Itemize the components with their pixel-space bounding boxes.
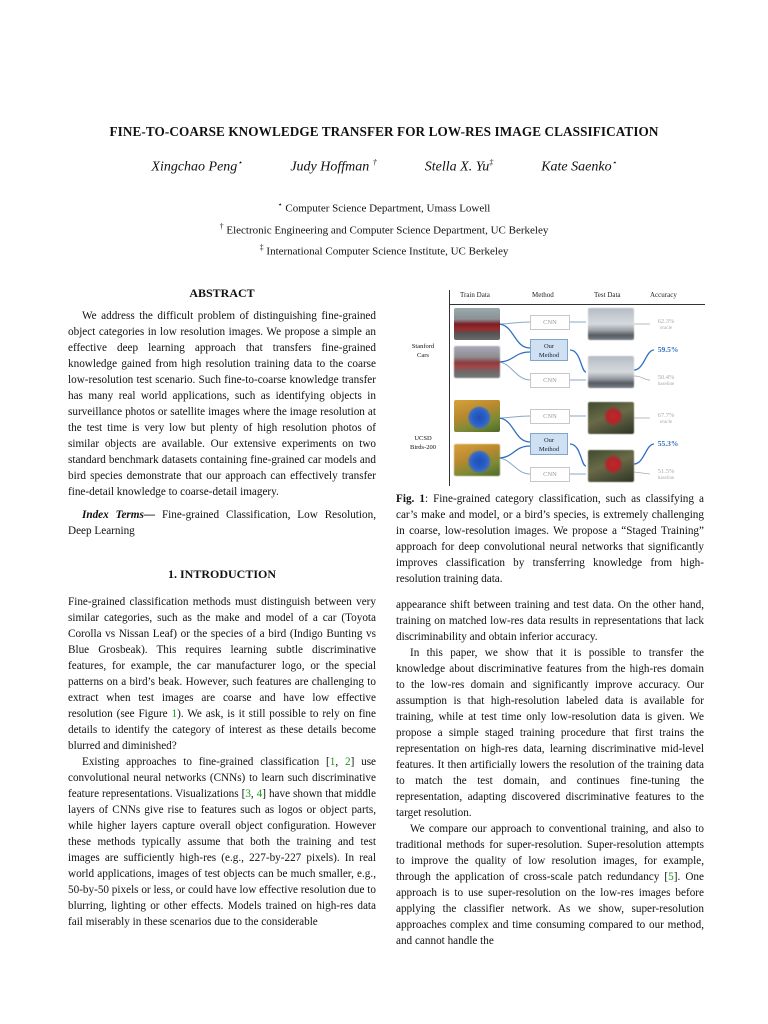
author-list xyxy=(60,158,708,176)
body-paragraph: In this paper, we show that it is possible to transfer the knowledge about discriminative features from the high-res domain to the low-res domain and significantly improve accuracy. Our assumption is that high-resolution labeled data is available for training, while at test time only low-resolution data is given. We propose a simple staged training procedure that first trains the representation on high-res data, learning discriminative mid-level features. It then artificially lowers the resolution of the training data to match the test domain, and continues fine-tuning the representation, adapting discovered discriminative features to the target resolution. xyxy=(396,647,704,819)
intro-paragraph: Existing approaches to fine-grained classification [1, 2] use convolutional neural networks (CNNs) to learn such discriminative feature representations. Visualizations [3, 4] have shown that middle layers of CNNs give rise to features such as logos or object parts, while higher layers capture overall object configuration. However these methods typically assume that both the training and test images are sufficiently high-res (e.g., 227-by-227 pixels). In real world applications, images of test objects can be much smaller, e.g., 50-by-50 pixels or less, or could have low effective resolution due to blurring, lighting or other effects. Models trained on high-res data fail miserably in these scenarios due to the considerable xyxy=(68,756,377,928)
affiliation: ⋆ Computer Science Department, Umass Lowell xyxy=(277,200,491,215)
intro-heading: 1. INTRODUCTION xyxy=(167,567,276,581)
author: Judy Hoffman † xyxy=(290,158,377,175)
author: Stella X. Yu‡ xyxy=(424,158,494,175)
test-image-car xyxy=(588,308,634,340)
affiliations xyxy=(60,196,708,261)
train-image-car-hires xyxy=(454,308,500,340)
affiliation: ‡ International Computer Science Institute, UC Berkeley xyxy=(259,243,509,258)
author: Xingchao Peng⋆ xyxy=(151,158,243,175)
cnn-box: CNN xyxy=(530,315,570,330)
abstract-heading: ABSTRACT xyxy=(189,286,255,300)
train-image-bird-lowres xyxy=(454,444,500,476)
figure-ref-link[interactable]: 1 xyxy=(171,708,178,720)
test-image-bird xyxy=(588,450,634,482)
paper-title: FINE-TO-COARSE KNOWLEDGE TRANSFER FOR LOW-RES IMAGE CLASSIFICATION xyxy=(109,124,659,139)
figure-divider-vertical xyxy=(449,290,450,486)
intro-paragraph: Fine-grained classification methods must distinguish between very similar categories, such as the make and model of a car (Toyota Corolla vs Nissan Leaf) or the species of a bird (Indigo Bunting vs Blue Grosbeak). This requires learning subtle discriminative features, for example, the car manufacturer logo, or the special patterns on a bird’s beak. However, such features are challenging to extract when test images are coarse and have low effective resolution (see Figure 1). We ask, is it still possible to rely on fine details to identify the category of interest as these details become blurred and diminished? xyxy=(68,596,376,752)
train-image-bird-hires xyxy=(454,400,500,432)
cnn-box: CNN xyxy=(530,409,570,424)
citation-link[interactable]: 3 xyxy=(245,788,251,800)
index-terms: Index Terms— Fine-grained Classification, Low Resolution, Deep Learning xyxy=(68,509,376,537)
header-method: Method xyxy=(532,291,554,299)
citation-link[interactable]: 1 xyxy=(329,756,336,768)
affiliation: † Electronic Engineering and Computer Science Department, UC Berkeley xyxy=(219,221,549,237)
row-label-birds: UCSD Birds-200 xyxy=(410,435,436,451)
figure-divider-horizontal xyxy=(449,304,705,305)
right-column-text xyxy=(396,597,704,949)
row-label-cars: Stanford Cars xyxy=(411,343,435,359)
figure-caption: Fig. 1: Fine-grained category classification, such as classifying a car’s make and model, or a bird’s species, is extremely challenging in coarse, low-resolution images. We propose a “Staged Training” approach for deep convolutional neural networks that significantly improves classification by transferring knowledge from high-resolution training data. xyxy=(396,493,704,585)
abstract-text: We address the difficult problem of distinguishing fine-grained object categories in low resolution images. We propose a simple an effective deep learning approach that transfers fine-grained knowledge gained from high resolution training data to the coarse low-resolution test scenario. Such fine-to-coarse knowledge transfer has many real world applications, such as identifying objects in surveillance photos or satellite images where the image resolution at the test time is very low but plenty of high resolution photos of similar objects are available. Our extensive experiments on two standard benchmark datasets containing fine-grained car models and bird species demonstrate that our approach can effectively transfer fine-detail knowledge to coarse-detail imagery. xyxy=(68,310,376,498)
introduction-section xyxy=(68,566,376,930)
our-method-box: Our Method xyxy=(530,433,568,455)
cnn-box: CNN xyxy=(530,467,570,482)
our-method-box: Our Method xyxy=(530,339,568,361)
accuracy-oracle: 62.3% oracle xyxy=(657,318,675,331)
citation-link[interactable]: 5 xyxy=(668,871,674,883)
abstract-section xyxy=(68,285,376,539)
accuracy-our-method: 59.5% xyxy=(657,345,679,354)
author: Kate Saenko⋆ xyxy=(541,158,617,175)
accuracy-oracle: 67.7% oracle xyxy=(657,412,675,425)
accuracy-baseline: 50.4% baseline xyxy=(657,374,675,387)
header-train-data: Train Data xyxy=(460,291,490,299)
body-paragraph: We compare our approach to conventional training, and also to traditional methods for super-resolution. Super-resolution attempts to improve the quality of low resolution images, for example, through the application of cross-scale patch redundancy [5]. One approach is to use super-resolution on the low-res images before applying the classifier network. As we show, super-resolution approaches complex and time consuming compared to our method, and cannot handle the xyxy=(396,823,704,947)
test-image-car xyxy=(588,356,634,388)
accuracy-our-method: 55.3% xyxy=(657,439,679,448)
test-image-bird xyxy=(588,402,634,434)
caption-label: Fig. 1 xyxy=(396,493,425,505)
citation-link[interactable]: 2 xyxy=(344,756,351,768)
body-paragraph: appearance shift between training and test data. On the other hand, training on matched low-res data results in representations that lack discriminability and obtain inferior accuracy. xyxy=(396,599,704,643)
train-image-car-lowres xyxy=(454,346,500,378)
citation-link[interactable]: 4 xyxy=(256,788,263,800)
header-accuracy: Accuracy xyxy=(650,291,677,299)
header-test-data: Test Data xyxy=(594,291,621,299)
accuracy-baseline: 51.5% baseline xyxy=(657,468,675,481)
cnn-box: CNN xyxy=(530,373,570,388)
figure-1 xyxy=(396,284,706,489)
